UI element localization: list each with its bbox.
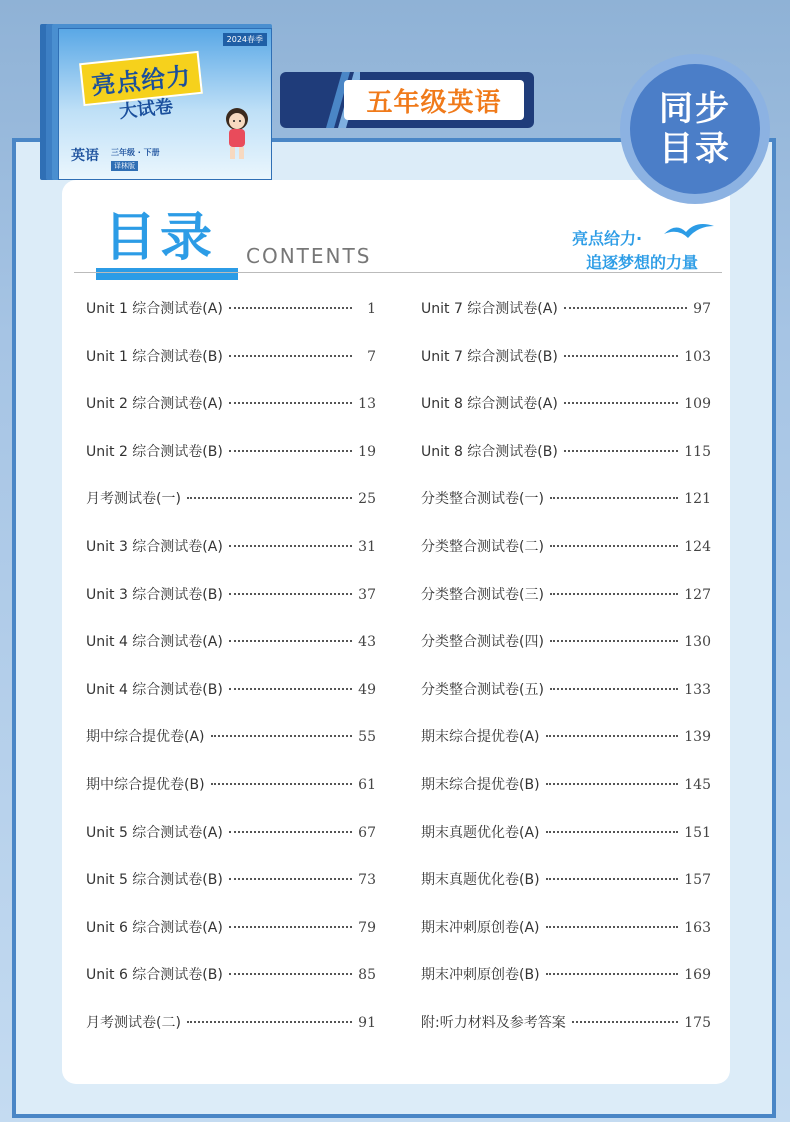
toc-dot-leader [564,355,678,357]
toc-entry-page: 73 [358,872,376,889]
toc-entry[interactable] [421,488,711,536]
toc-entry-page: 127 [684,586,711,603]
toc-entry-title: 附:听力材料及参考答案 [421,1014,566,1031]
toc-entry-page: 61 [358,776,376,793]
girl-illustration-icon [217,105,257,161]
toc-entry-page: 97 [693,301,711,317]
toc-dot-leader [187,1021,352,1023]
toc-dot-leader [550,688,678,690]
toc-entry-page: 13 [358,396,376,413]
toc-dot-leader [550,497,678,499]
toc-dot-leader [229,307,352,309]
title-underline-bar [96,268,238,280]
toc-entry[interactable] [421,1012,711,1060]
badge-line-1: 同步 [659,89,731,129]
toc-entry-page: 124 [684,538,711,555]
toc-entry[interactable] [421,536,711,584]
grade-label-box [344,80,524,120]
toc-dot-leader [550,593,678,595]
toc-entry-page: 79 [358,919,376,936]
toc-entry[interactable] [86,441,376,489]
slogan-line-2: 追逐梦想的力量 [586,253,699,272]
toc-entry-page: 121 [684,491,711,508]
toc-entry[interactable] [421,917,711,965]
page-title: 目录 [104,208,217,268]
toc-entry-page: 19 [358,443,376,460]
toc-entry-page: 115 [684,443,711,460]
toc-entry-page: 139 [684,729,711,746]
book-front-cover [58,28,272,180]
toc-entry-page: 130 [684,634,711,651]
toc-entry-title: 期末综合提优卷(B) [421,776,540,793]
toc-entry-page: 109 [684,396,711,413]
toc-entry-page: 151 [684,824,711,841]
toc-entry[interactable] [421,774,711,822]
toc-dot-leader [546,735,679,737]
toc-entry[interactable] [86,631,376,679]
toc-entry[interactable] [86,917,376,965]
toc-entry[interactable] [86,679,376,727]
toc-entry-page: 169 [684,967,711,984]
toc-entry-page: 175 [684,1014,711,1031]
toc-entry-title: Unit 4 综合测试卷(A) [86,634,223,651]
toc-entry-title: Unit 7 综合测试卷(A) [421,301,558,317]
toc-dot-leader [546,878,679,880]
toc-entry[interactable] [421,584,711,632]
toc-dot-leader [229,355,352,357]
toc-dot-leader [546,973,679,975]
toc-entry-page: 25 [358,491,376,508]
toc-entry-title: 期中综合提优卷(B) [86,776,205,793]
toc-entry-title: 期末真题优化卷(B) [421,872,540,889]
toc-dot-leader [229,545,352,547]
toc-entry-title: Unit 1 综合测试卷(B) [86,348,223,365]
book-title: 亮点给力 [90,61,193,101]
toc-entry[interactable] [421,298,711,346]
toc-entry-title: 分类整合测试卷(二) [421,538,544,555]
toc-dot-leader [211,783,352,785]
toc-dot-leader [550,545,678,547]
badge-line-2: 目录 [659,129,731,169]
toc-dot-leader [546,926,679,928]
toc-entry-title: 期末冲刺原创卷(B) [421,967,540,984]
toc-entry[interactable] [86,536,376,584]
toc-entry-page: 1 [367,301,376,317]
toc-dot-leader [229,640,352,642]
toc-entry-title: 期末真题优化卷(A) [421,824,540,841]
toc-entry-title: 期末综合提优卷(A) [421,729,540,746]
toc-entry-title: Unit 5 综合测试卷(A) [86,824,223,841]
toc-entry-title: Unit 4 综合测试卷(B) [86,681,223,698]
toc-dot-leader [229,450,352,452]
toc-entry-title: 分类整合测试卷(一) [421,491,544,508]
book-year-badge: 2024春季 [223,33,267,46]
toc-entry-title: 分类整合测试卷(五) [421,681,544,698]
book-grade: 三年级 · 下册 [111,148,160,157]
toc-entry[interactable] [421,441,711,489]
contents-label: CONTENTS [246,244,372,268]
toc-entry-title: Unit 1 综合测试卷(A) [86,301,223,317]
toc-dot-leader [550,640,678,642]
toc-entry[interactable] [421,869,711,917]
toc-dot-leader [211,735,352,737]
toc-entry[interactable] [86,488,376,536]
toc-dot-leader [187,497,352,499]
toc-entry[interactable] [86,869,376,917]
toc-entry[interactable] [421,679,711,727]
sync-contents-badge [620,54,770,204]
toc-entry-page: 85 [358,967,376,984]
toc-entry-page: 7 [367,348,376,365]
toc-entry[interactable] [86,964,376,1012]
toc-dot-leader [229,593,352,595]
toc-entry-title: Unit 6 综合测试卷(B) [86,967,223,984]
toc-entry[interactable] [421,822,711,870]
toc-entry-title: Unit 2 综合测试卷(B) [86,443,223,460]
toc-entry[interactable] [86,298,376,346]
toc-entry-title: Unit 3 综合测试卷(B) [86,586,223,603]
toc-entry-page: 133 [684,681,711,698]
book-subject: 英语 [71,148,99,164]
grade-tab [280,72,534,128]
toc-entry[interactable] [421,393,711,441]
toc-left-column [86,298,376,1060]
book-subtitle: 大试卷 [118,96,175,123]
toc-entry-page: 55 [358,729,376,746]
grade-label: 五年级英语 [366,87,502,118]
toc-entry-page: 31 [358,538,376,555]
toc-entry-title: Unit 7 综合测试卷(B) [421,348,558,365]
toc-entry-title: Unit 3 综合测试卷(A) [86,538,223,555]
toc-dot-leader [229,878,352,880]
toc-dot-leader [229,973,352,975]
toc-entry[interactable] [86,346,376,394]
toc-entry-title: Unit 8 综合测试卷(A) [421,396,558,413]
toc-entry[interactable] [86,774,376,822]
toc-dot-leader [229,688,352,690]
toc-entry-title: 分类整合测试卷(四) [421,634,544,651]
toc-entry-page: 49 [358,681,376,698]
toc-dot-leader [229,831,352,833]
toc-entry-page: 157 [684,872,711,889]
toc-entry-title: 月考测试卷(一) [86,491,181,508]
toc-entry[interactable] [86,1012,376,1060]
toc-entry[interactable] [421,726,711,774]
toc-dot-leader [546,831,679,833]
toc-dot-leader [546,783,679,785]
slogan-line-1: 亮点给力· [572,229,643,248]
toc-entry-title: 分类整合测试卷(三) [421,586,544,603]
toc-entry-page: 145 [684,776,711,793]
toc-entry-page: 103 [684,348,711,365]
toc-dot-leader [229,402,352,404]
toc-entry-title: Unit 2 综合测试卷(A) [86,396,223,413]
toc-dot-leader [564,307,687,309]
toc-entry-title: Unit 6 综合测试卷(A) [86,919,223,936]
toc-entry-title: Unit 5 综合测试卷(B) [86,872,223,889]
toc-dot-leader [564,450,678,452]
toc-entry-title: 月考测试卷(二) [86,1014,181,1031]
toc-dot-leader [229,926,352,928]
toc-entry[interactable] [86,393,376,441]
toc-entry-page: 67 [358,824,376,841]
book-edition: 译林版 [111,161,138,171]
toc-entry[interactable] [86,822,376,870]
toc-entry-title: 期末冲刺原创卷(A) [421,919,540,936]
toc-entry[interactable] [86,726,376,774]
toc-dot-leader [572,1021,679,1023]
toc-entry-page: 91 [358,1014,376,1031]
toc-entry[interactable] [421,631,711,679]
toc-entry-title: 期中综合提优卷(A) [86,729,205,746]
toc-entry-page: 163 [684,919,711,936]
toc-dot-leader [564,402,678,404]
toc-entry-page: 37 [358,586,376,603]
book-cover-stack [40,24,272,184]
toc-entry[interactable] [421,346,711,394]
toc-right-column [421,298,711,1060]
toc-entry[interactable] [421,964,711,1012]
birds-icon [658,216,718,246]
toc-entry-page: 43 [358,634,376,651]
toc-entry[interactable] [86,584,376,632]
toc-entry-title: Unit 8 综合测试卷(B) [421,443,558,460]
